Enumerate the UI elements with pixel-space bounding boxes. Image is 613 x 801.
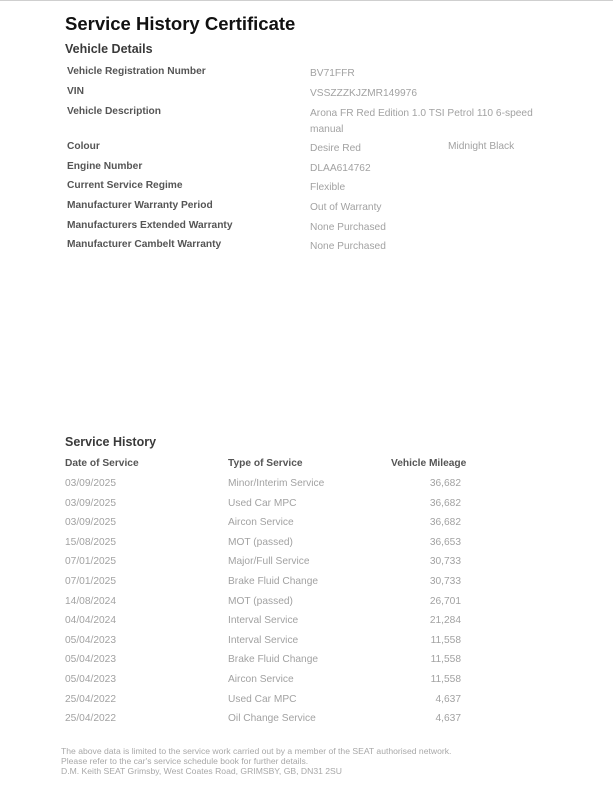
service-date: 03/09/2025 (65, 478, 116, 489)
service-history-heading: Service History (65, 435, 157, 449)
vehicle-details-heading: Vehicle Details (65, 42, 153, 56)
table-row (0, 517, 613, 533)
service-date: 25/04/2022 (65, 713, 116, 725)
table-row (0, 537, 613, 553)
vehicle-mileage: 36,653 (429, 536, 461, 548)
service-type: Aircon Service (228, 674, 294, 685)
detail-value: None Purchased (310, 241, 386, 252)
table-row (0, 498, 613, 514)
service-date: 07/01/2025 (65, 556, 116, 568)
detail-label: Vehicle Registration Number (67, 66, 206, 77)
vehicle-mileage: 30,733 (429, 556, 461, 568)
table-row (0, 478, 613, 494)
service-date: 07/01/2025 (65, 576, 116, 587)
vehicle-mileage: 11,558 (430, 654, 461, 666)
page-top-border (0, 0, 613, 1)
service-date: 05/04/2023 (65, 634, 116, 646)
footer-disclaimer (61, 746, 451, 777)
table-row (0, 694, 613, 710)
vehicle-mileage: 30,733 (429, 576, 461, 587)
service-type: Minor/Interim Service (228, 478, 325, 489)
table-row (0, 713, 613, 729)
detail-label: VIN (67, 86, 84, 97)
vehicle-mileage: 11,558 (430, 674, 461, 685)
service-type: Aircon Service (228, 517, 294, 529)
detail-label: Colour (67, 141, 100, 152)
service-date: 14/08/2024 (65, 595, 116, 607)
vehicle-mileage: 36,682 (429, 517, 461, 529)
table-row (0, 615, 613, 631)
service-date: 05/04/2023 (65, 674, 116, 685)
service-type: Interval Service (228, 615, 299, 627)
vehicle-mileage: 26,701 (429, 595, 461, 607)
service-type: Used Car MPC (228, 693, 297, 705)
detail-value: None Purchased (310, 222, 386, 233)
vehicle-mileage: 36,682 (429, 497, 461, 509)
table-row (0, 654, 613, 670)
column-header-type: Type of Service (228, 458, 303, 469)
vehicle-mileage: 4,637 (435, 713, 461, 725)
table-row (0, 635, 613, 651)
footer-line-3: D.M. Keith SEAT Grimsby, West Coates Road, GRIMSBY, GB, DN31 2SU (61, 766, 342, 777)
table-row (0, 576, 613, 592)
service-type: MOT (passed) (228, 536, 293, 548)
service-date: 03/09/2025 (65, 497, 116, 509)
service-type: Oil Change Service (228, 713, 316, 725)
footer-line-1: The above data is limited to the service work carried out by a member of the SEAT authorised network. (61, 746, 452, 756)
service-date: 03/09/2025 (65, 517, 116, 529)
service-type: Interval Service (228, 634, 299, 646)
service-date: 05/04/2023 (65, 654, 116, 666)
service-date: 15/08/2025 (65, 536, 116, 548)
service-type: Used Car MPC (228, 497, 297, 509)
detail-value-secondary: Midnight Black (448, 141, 515, 152)
detail-label: Manufacturer Warranty Period (67, 200, 213, 211)
detail-label: Vehicle Description (67, 106, 161, 117)
service-date: 25/04/2022 (65, 693, 116, 705)
column-header-mileage: Vehicle Mileage (391, 458, 467, 469)
vehicle-mileage: 36,682 (429, 478, 461, 489)
service-date: 04/04/2024 (65, 615, 116, 627)
footer-line-2: Please refer to the car's service schedule book for further details. (61, 756, 309, 767)
vehicle-mileage: 21,284 (429, 615, 461, 627)
detail-value: Desire Red (310, 143, 361, 154)
detail-label: Manufacturers Extended Warranty (67, 220, 233, 231)
table-row (0, 674, 613, 690)
service-type: Brake Fluid Change (228, 576, 319, 587)
detail-value: VSSZZZKJZMR149976 (310, 88, 418, 99)
detail-label: Manufacturer Cambelt Warranty (67, 239, 222, 250)
table-row (0, 556, 613, 572)
page-title: Service History Certificate (65, 13, 296, 34)
column-header-date: Date of Service (65, 458, 139, 469)
table-row (0, 596, 613, 612)
detail-label: Current Service Regime (67, 180, 183, 191)
vehicle-mileage: 4,637 (435, 693, 461, 705)
service-type: Major/Full Service (228, 556, 310, 568)
service-type: MOT (passed) (228, 595, 293, 607)
detail-value: Out of Warranty (310, 202, 382, 213)
vehicle-mileage: 11,558 (430, 634, 461, 646)
detail-value: BV71FFR (310, 68, 355, 79)
detail-label: Engine Number (67, 161, 143, 172)
detail-value: Flexible (310, 182, 346, 193)
detail-value: Arona FR Red Edition 1.0 TSI Petrol 110 6-speed manual (310, 108, 533, 135)
service-type: Brake Fluid Change (228, 654, 319, 666)
detail-value: DLAA614762 (310, 163, 371, 174)
